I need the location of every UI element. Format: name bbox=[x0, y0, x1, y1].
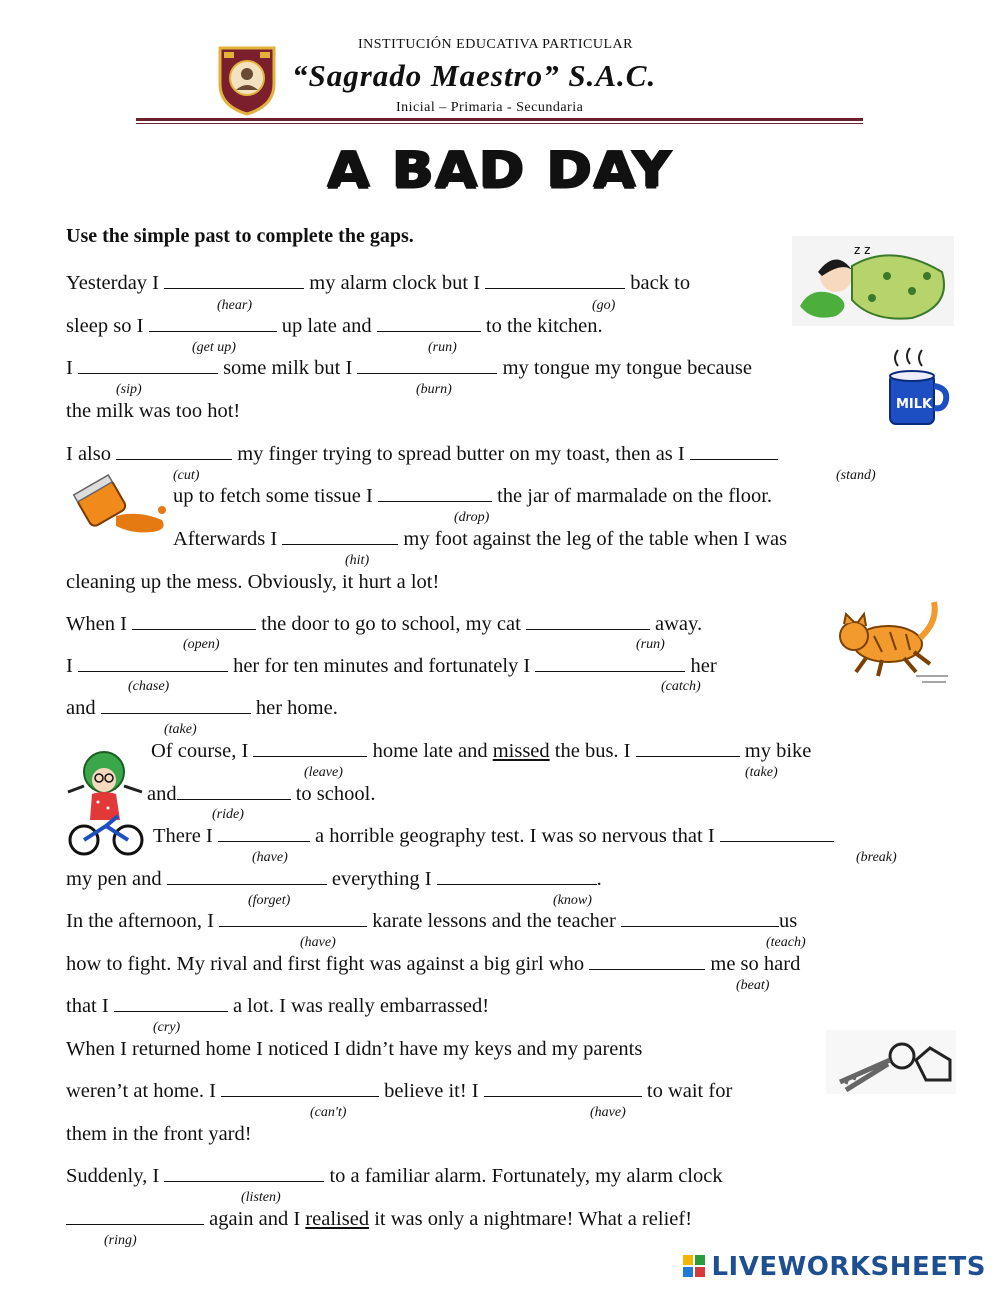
page-title: A BAD DAY bbox=[327, 140, 673, 199]
institution-label: INSTITUCIÓN EDUCATIVA PARTICULAR bbox=[358, 37, 633, 52]
verb-hint: (cut) bbox=[173, 468, 200, 483]
answer-gap[interactable] bbox=[78, 355, 218, 374]
text-line: them in the front yard! bbox=[66, 1123, 252, 1145]
answer-gap[interactable] bbox=[378, 483, 492, 502]
answer-gap[interactable] bbox=[149, 313, 277, 332]
answer-gap[interactable] bbox=[66, 1206, 204, 1225]
verb-hint: (hear) bbox=[217, 298, 252, 313]
verb-hint: (ride) bbox=[212, 807, 244, 822]
text-line: There I a horrible geography test. I was so nervous that I bbox=[153, 823, 834, 849]
liveworksheets-icon bbox=[683, 1255, 705, 1279]
verb-hint: (leave) bbox=[304, 765, 343, 780]
answer-gap[interactable] bbox=[253, 738, 367, 757]
answer-gap[interactable] bbox=[282, 526, 398, 545]
answer-gap[interactable] bbox=[437, 866, 597, 885]
text-line: I some milk but I my tongue my tongue because bbox=[66, 357, 752, 379]
text-line: Yesterday I my alarm clock but I back to bbox=[66, 272, 691, 294]
text-line: When I the door to go to school, my cat away. bbox=[66, 613, 703, 635]
answer-gap[interactable] bbox=[636, 738, 740, 757]
text-line: that I a lot. I was really embarrassed! bbox=[66, 995, 490, 1017]
answer-gap[interactable] bbox=[720, 823, 834, 842]
verb-hint: (have) bbox=[252, 850, 288, 865]
text-line: my pen and everything I . bbox=[66, 868, 602, 890]
answer-gap[interactable] bbox=[484, 1078, 642, 1097]
verb-hint: (open) bbox=[183, 637, 220, 652]
milk-mug-image bbox=[884, 346, 950, 428]
answer-gap[interactable] bbox=[101, 695, 251, 714]
answer-gap[interactable] bbox=[589, 951, 705, 970]
verb-hint: (sip) bbox=[116, 382, 142, 397]
instruction: Use the simple past to complete the gaps. bbox=[66, 225, 414, 247]
text-line: sleep so I up late and to the kitchen. bbox=[66, 315, 603, 337]
answer-gap[interactable] bbox=[357, 355, 497, 374]
text-line: cleaning up the mess. Obviously, it hurt a lot! bbox=[66, 571, 440, 593]
header-rule bbox=[136, 118, 863, 121]
school-name: “Sagrado Maestro” S.A.C. bbox=[292, 58, 657, 93]
text-line: and her home. bbox=[66, 697, 338, 719]
verb-hint: (drop) bbox=[454, 510, 490, 525]
answer-gap[interactable] bbox=[218, 823, 310, 842]
answer-gap[interactable] bbox=[485, 270, 625, 289]
verb-hint: (cry) bbox=[153, 1020, 181, 1035]
text-line: how to fight. My rival and first fight was against a big girl who me so hard bbox=[66, 953, 801, 975]
text-line: weren’t at home. I believe it! I to wait for bbox=[66, 1080, 733, 1102]
verb-hint: (burn) bbox=[416, 382, 452, 397]
verb-hint: (know) bbox=[553, 893, 592, 908]
answer-gap[interactable] bbox=[690, 441, 778, 460]
text-line: up to fetch some tissue I the jar of marmalade on the floor. bbox=[173, 485, 773, 507]
verb-hint: (stand) bbox=[836, 468, 876, 483]
spilled-jar-image bbox=[72, 474, 172, 538]
text-line: When I returned home I noticed I didn’t have my keys and my parents bbox=[66, 1038, 643, 1060]
text-line: I also my finger trying to spread butter on my toast, then as I bbox=[66, 441, 778, 467]
text-line: and to school. bbox=[147, 783, 376, 805]
verb-hint: (catch) bbox=[661, 679, 701, 694]
answer-gap[interactable] bbox=[167, 866, 327, 885]
answer-gap[interactable] bbox=[177, 781, 291, 800]
text-line: Suddenly, I to a familiar alarm. Fortunately, my alarm clock bbox=[66, 1165, 723, 1187]
answer-gap[interactable] bbox=[78, 653, 228, 672]
school-levels: Inicial – Primaria - Secundaria bbox=[396, 100, 584, 115]
verb-hint: (hit) bbox=[345, 553, 370, 568]
answer-gap[interactable] bbox=[164, 1163, 324, 1182]
verb-hint: (break) bbox=[856, 850, 897, 865]
verb-hint: (take) bbox=[745, 765, 778, 780]
verb-hint: (beat) bbox=[736, 978, 770, 993]
answer-gap[interactable] bbox=[219, 908, 367, 927]
text-line: In the afternoon, I karate lessons and the teacher us bbox=[66, 910, 798, 932]
liveworksheets-logo bbox=[683, 1252, 986, 1282]
verb-hint: (run) bbox=[428, 340, 457, 355]
school-logo bbox=[216, 44, 278, 116]
text-line: Afterwards I my foot against the leg of the table when I was bbox=[173, 528, 788, 550]
text-line: the milk was too hot! bbox=[66, 400, 241, 422]
text-line: again and I realised it was only a nightmare! What a relief! bbox=[66, 1206, 692, 1232]
cyclist-girl-image bbox=[62, 746, 148, 860]
answer-gap[interactable] bbox=[535, 653, 685, 672]
answer-gap[interactable] bbox=[526, 611, 650, 630]
verb-hint: (go) bbox=[592, 298, 616, 313]
text-line: I her for ten minutes and fortunately I her bbox=[66, 655, 717, 677]
verb-hint: (chase) bbox=[128, 679, 170, 694]
verb-hint: (can't) bbox=[310, 1105, 347, 1120]
answer-gap[interactable] bbox=[621, 908, 779, 927]
verb-hint: (have) bbox=[590, 1105, 626, 1120]
answer-gap[interactable] bbox=[377, 313, 481, 332]
answer-gap[interactable] bbox=[116, 441, 232, 460]
verb-hint: (teach) bbox=[766, 935, 806, 950]
answer-gap[interactable] bbox=[221, 1078, 379, 1097]
header-rule-thin bbox=[136, 123, 863, 124]
verb-hint: (run) bbox=[636, 637, 665, 652]
keys-image bbox=[826, 1030, 956, 1094]
verb-hint: (forget) bbox=[248, 893, 291, 908]
verb-hint: (get up) bbox=[192, 340, 236, 355]
verb-hint: (take) bbox=[164, 722, 197, 737]
verb-hint: (ring) bbox=[104, 1233, 137, 1248]
answer-gap[interactable] bbox=[164, 270, 304, 289]
running-cat-image bbox=[826, 592, 950, 688]
answer-gap[interactable] bbox=[114, 993, 228, 1012]
svg-text:MILK: MILK bbox=[896, 397, 933, 412]
verb-hint: (have) bbox=[300, 935, 336, 950]
answer-gap[interactable] bbox=[132, 611, 256, 630]
liveworksheets-brand: LIVEWORKSHEETS bbox=[711, 1252, 986, 1282]
text-line: Of course, I home late and missed the bus. I my bike bbox=[151, 740, 812, 762]
sleeping-girl-image bbox=[792, 236, 954, 326]
verb-hint: (listen) bbox=[241, 1190, 281, 1205]
svg-text:z z: z z bbox=[854, 243, 871, 257]
